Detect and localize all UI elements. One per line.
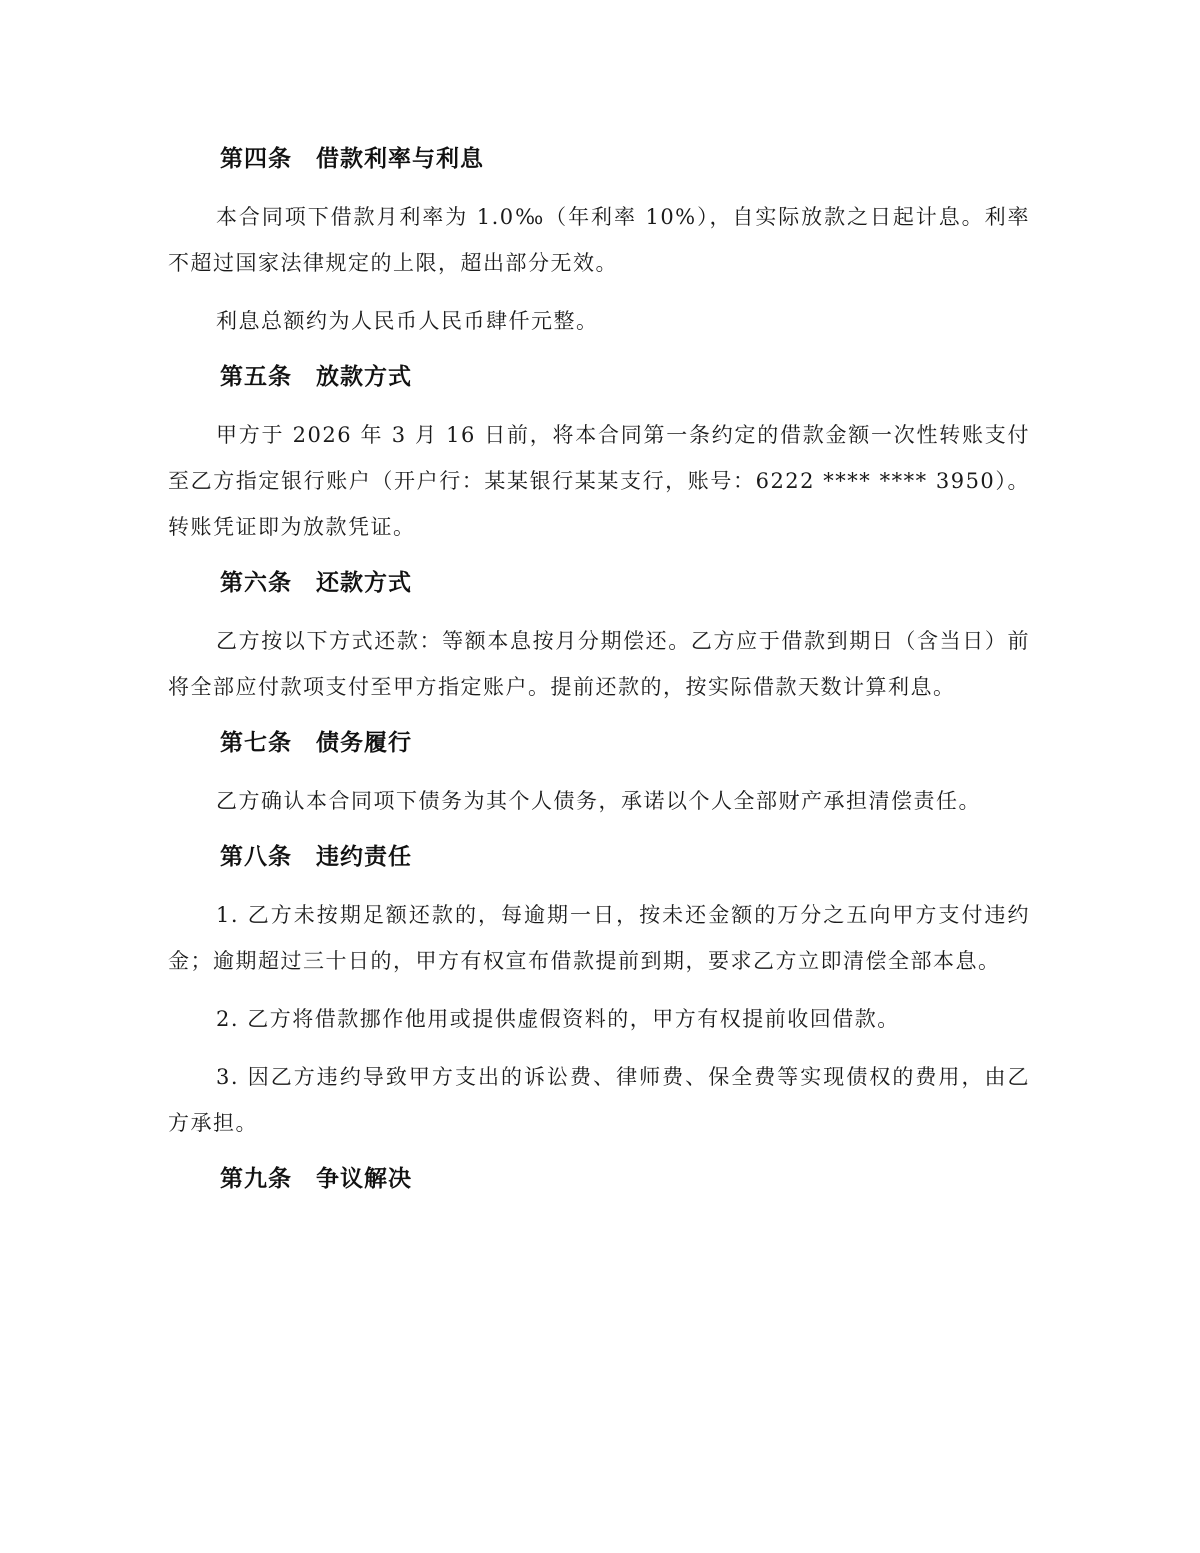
article-6-paragraph-1: 乙方按以下方式还款：等额本息按月分期偿还。乙方应于借款到期日（含当日）前将全部应付款项支付至甲方指定账户。提前还款的，按实际借款天数计算利息。 <box>168 629 1030 699</box>
article-5-paragraph-1: 甲方于 2026 年 3 月 16 日前，将本合同第一条约定的借款金额一次性转账支付至乙方指定银行账户（开户行：某某银行某某支行，账号：6222 **** **** 3950）。转账凭证即为放款凭证。 <box>168 423 1030 539</box>
article-7-heading: 第七条 债务履行 <box>220 730 412 756</box>
article-4-heading: 第四条 借款利率与利息 <box>220 146 484 172</box>
contract-body <box>168 138 1030 1200</box>
article-7-paragraph-1: 乙方确认本合同项下债务为其个人债务，承诺以个人全部财产承担清偿责任。 <box>216 789 981 813</box>
article-4-paragraph-1: 本合同项下借款月利率为 1.0‰（年利率 10%），自实际放款之日起计息。利率不超过国家法律规定的上限，超出部分无效。 <box>168 205 1030 275</box>
article-8-item-1: 1. 乙方未按期足额还款的，每逾期一日，按未还金额的万分之五向甲方支付违约金；逾期超过三十日的，甲方有权宣布借款提前到期，要求乙方立即清偿全部本息。 <box>168 903 1030 973</box>
article-4-paragraph-2: 利息总额约为人民币人民币肆仟元整。 <box>216 309 599 333</box>
article-8-heading: 第八条 违约责任 <box>220 844 412 870</box>
article-8-item-3: 3. 因乙方违约导致甲方支出的诉讼费、律师费、保全费等实现债权的费用，由乙方承担。 <box>168 1065 1030 1135</box>
article-9-heading: 第九条 争议解决 <box>220 1166 412 1192</box>
article-6-heading: 第六条 还款方式 <box>220 570 412 596</box>
article-5-heading: 第五条 放款方式 <box>220 364 412 390</box>
article-8-item-2: 2. 乙方将借款挪作他用或提供虚假资料的，甲方有权提前收回借款。 <box>216 1007 900 1031</box>
